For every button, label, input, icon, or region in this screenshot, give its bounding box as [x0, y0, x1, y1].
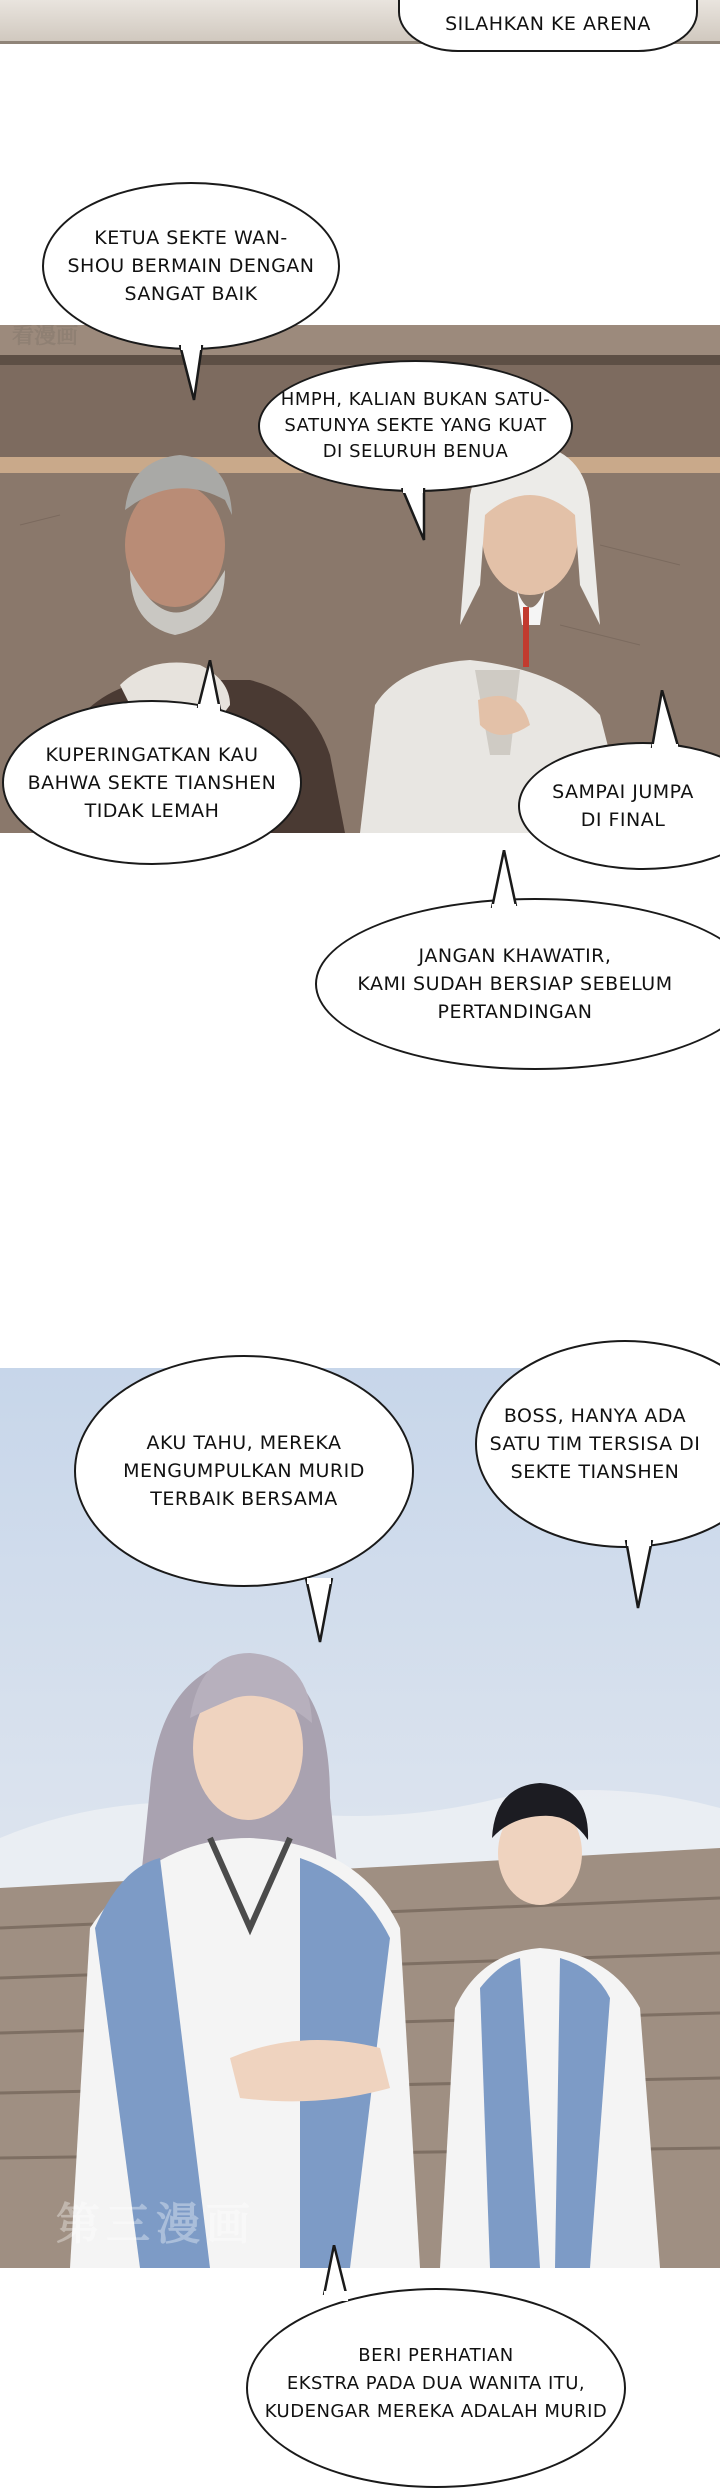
speech-text: HMPH, KALIAN BUKAN SATU- SATUNYA SEKTE YANG KUAT DI SELURUH BENUA: [280, 389, 551, 462]
speech-bubble-7: [74, 1355, 414, 1587]
bubble-tail: [622, 1540, 662, 1610]
speech-text: SILAHKAN KE ARENA: [445, 13, 651, 35]
speech-text: AKU TAHU, MEREKA MENGUMPULKAN MURID TERBAIK BERSAMA: [123, 1432, 365, 1510]
watermark-bottom: 第三漫画: [56, 2199, 256, 2250]
speech-bubble-4: [2, 700, 302, 865]
speech-bubble-2: [42, 182, 340, 350]
speech-text: JANGAN KHAWATIR, KAMI SUDAH BERSIAP SEBELUM PERTANDINGAN: [357, 945, 673, 1023]
bubble-tail: [304, 1578, 344, 1648]
bubble-tail: [486, 850, 526, 910]
speech-text: BOSS, HANYA ADA SATU TIM TERSISA DI SEKTE TIANSHEN: [489, 1405, 701, 1483]
speech-text: KETUA SEKTE WAN- SHOU BERMAIN DENGAN SANGAT BAIK: [67, 227, 315, 305]
bubble-tail: [318, 2245, 358, 2305]
speech-bubble-1: [398, 0, 698, 52]
speech-bubble-3: [258, 360, 573, 492]
speech-text: BERI PERHATIAN EKSTRA PADA DUA WANITA ITU, KUDENGAR MEREKA ADALAH MURID: [264, 2345, 608, 2422]
speech-bubble-6: [315, 898, 720, 1070]
watermark-top: 看漫画: [12, 325, 79, 349]
bubble-tail: [648, 690, 688, 750]
bubble-tail: [178, 345, 208, 405]
speech-bubble-9: [246, 2288, 626, 2488]
bubble-tail: [398, 488, 438, 548]
speech-text: KUPERINGATKAN KAU BAHWA SEKTE TIANSHEN TIDAK LEMAH: [27, 743, 277, 822]
bubble-tail: [190, 660, 230, 720]
speech-text: SAMPAI JUMPA DI FINAL: [552, 781, 694, 831]
